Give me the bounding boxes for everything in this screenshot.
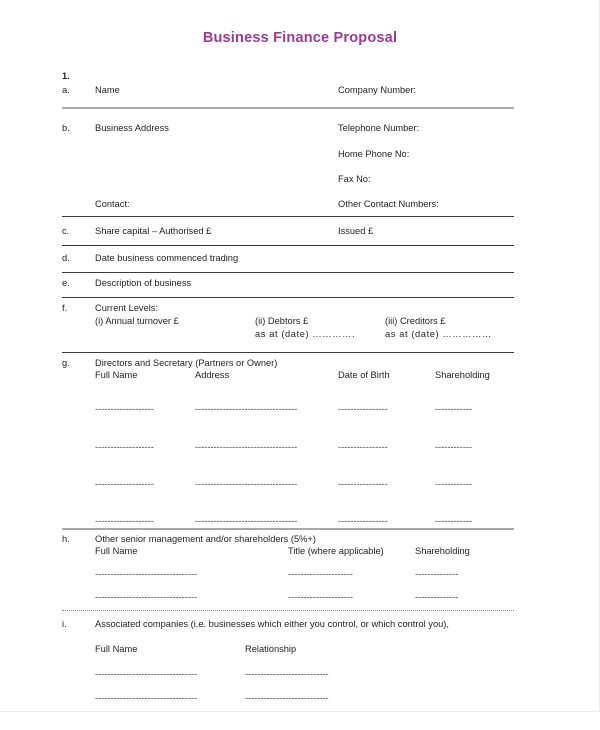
row-f-heading: Current Levels: xyxy=(95,303,159,313)
row-c-share-capital-label: Share capital – Authorised £ xyxy=(95,226,212,236)
divider-after-e xyxy=(62,297,514,298)
divider-after-b xyxy=(62,216,514,217)
g-r4-full-name-line[interactable]: ------------------- xyxy=(95,516,154,526)
g-r3-dob-line[interactable]: ---------------- xyxy=(338,479,388,489)
h-r1-shareholding-line[interactable]: -------------- xyxy=(415,569,459,579)
g-r3-address-line[interactable]: --------------------------------- xyxy=(195,479,298,489)
g-r2-full-name-line[interactable]: ------------------- xyxy=(95,442,154,452)
h-r2-shareholding-line[interactable]: -------------- xyxy=(415,592,459,602)
row-f-item-iii-date: as at (date) …………… xyxy=(385,329,492,339)
row-b-fax-label: Fax No: xyxy=(338,174,371,184)
row-f-item-iii: (iii) Creditors £ xyxy=(385,316,446,326)
g-r2-shareholding-line[interactable]: ------------ xyxy=(435,442,473,452)
divider-after-h xyxy=(62,610,514,611)
page-title: Business Finance Proposal xyxy=(202,30,398,46)
row-i-heading: Associated companies (i.e. businesses which either you control, or which control you), xyxy=(95,619,449,629)
h-r2-title-line[interactable]: --------------------- xyxy=(288,592,354,602)
row-g-heading: Directors and Secretary (Partners or Owner) xyxy=(95,358,278,368)
row-f-item-ii-date: as at (date) …………. xyxy=(255,329,356,339)
divider-after-g xyxy=(62,528,514,530)
g-r4-dob-line[interactable]: ---------------- xyxy=(338,516,388,526)
g-r1-dob-line[interactable]: ---------------- xyxy=(338,404,388,414)
row-b-telephone-label: Telephone Number: xyxy=(338,123,420,133)
g-r4-address-line[interactable]: --------------------------------- xyxy=(195,516,298,526)
row-b-business-address-label: Business Address xyxy=(95,123,169,133)
row-h-col-full-name: Full Name xyxy=(95,546,138,556)
h-r2-full-name-line[interactable]: --------------------------------- xyxy=(95,592,198,602)
row-i-col-full-name: Full Name xyxy=(95,644,138,654)
i-r1-relationship-line[interactable]: --------------------------- xyxy=(245,669,329,679)
section-number: 1. xyxy=(62,71,70,81)
row-b-home-phone-label: Home Phone No: xyxy=(338,149,410,159)
row-h-letter: h. xyxy=(62,534,70,544)
i-r2-full-name-line[interactable]: --------------------------------- xyxy=(95,693,198,703)
h-r1-full-name-line[interactable]: --------------------------------- xyxy=(95,569,198,579)
row-h-heading: Other senior management and/or shareholders (5%+) xyxy=(95,534,316,544)
g-r2-address-line[interactable]: --------------------------------- xyxy=(195,442,298,452)
row-f-item-ii: (ii) Debtors £ xyxy=(255,316,309,326)
row-a-company-number-label: Company Number: xyxy=(338,85,417,95)
row-f-letter: f. xyxy=(62,303,68,313)
row-d-letter: d. xyxy=(62,253,70,263)
row-f-item-i: (i) Annual turnover £ xyxy=(95,316,179,326)
divider-after-f xyxy=(62,352,514,353)
row-g-col-shareholding: Shareholding xyxy=(435,370,490,380)
g-r3-shareholding-line[interactable]: ------------ xyxy=(435,479,473,489)
row-h-col-title: Title (where applicable) xyxy=(288,546,384,556)
row-i-col-relationship: Relationship xyxy=(245,644,297,654)
row-g-col-full-name: Full Name xyxy=(95,370,138,380)
g-r2-dob-line[interactable]: ---------------- xyxy=(338,442,388,452)
g-r1-address-line[interactable]: --------------------------------- xyxy=(195,404,298,414)
i-r2-relationship-line[interactable]: --------------------------- xyxy=(245,693,329,703)
row-g-col-address: Address xyxy=(195,370,230,380)
row-c-letter: c. xyxy=(62,226,70,236)
row-d-trading-date-label: Date business commenced trading xyxy=(95,253,239,263)
divider-after-a xyxy=(62,107,514,109)
row-g-col-dob: Date of Birth xyxy=(338,370,390,380)
row-e-description-label: Description of business xyxy=(95,278,192,288)
row-b-letter: b. xyxy=(62,123,70,133)
h-r1-title-line[interactable]: --------------------- xyxy=(288,569,354,579)
row-b-contact-label: Contact: xyxy=(95,199,130,209)
row-c-issued-label: Issued £ xyxy=(338,226,374,236)
row-a-name-label: Name xyxy=(95,85,120,95)
g-r1-shareholding-line[interactable]: ------------ xyxy=(435,404,473,414)
g-r1-full-name-line[interactable]: ------------------- xyxy=(95,404,154,414)
g-r3-full-name-line[interactable]: ------------------- xyxy=(95,479,154,489)
row-h-col-shareholding: Shareholding xyxy=(415,546,470,556)
row-e-letter: e. xyxy=(62,278,70,288)
i-r1-full-name-line[interactable]: --------------------------------- xyxy=(95,669,198,679)
divider-after-c xyxy=(62,245,514,246)
row-i-letter: i. xyxy=(62,619,67,629)
g-r4-shareholding-line[interactable]: ------------ xyxy=(435,516,473,526)
divider-after-d xyxy=(62,272,514,273)
row-g-letter: g. xyxy=(62,358,70,368)
row-b-other-contact-label: Other Contact Numbers: xyxy=(338,199,439,209)
row-a-letter: a. xyxy=(62,85,70,95)
